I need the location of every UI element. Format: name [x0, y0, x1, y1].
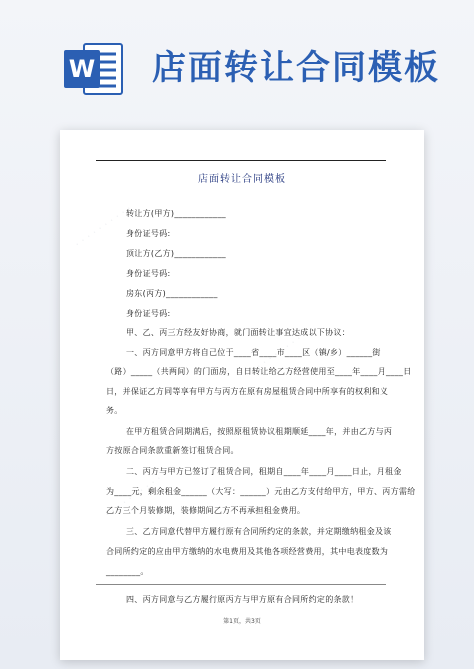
transferor-id-line: 身份证号码: — [126, 229, 171, 238]
banner-title: 店面转让合同模板 — [152, 48, 440, 88]
landlord-id-line: 身份证号码: — [126, 309, 171, 318]
paragraph-line: 在甲方租赁合同期满后，按照原租赁协议租期顺延____年，并由乙方与丙 — [126, 427, 393, 436]
transferee-line: 顶让方(乙方)____________ — [126, 249, 226, 258]
paragraph-line: 为____元，剩余租金______（大写：______）元由乙方支付给甲方，甲方、丙方需给 — [106, 487, 416, 496]
paragraph-line: 三、乙方同意代替甲方履行原有合同所约定的条款，并定期缴纳租金及该 — [126, 527, 392, 536]
paragraph-line: 方按原合同条款重新签订租赁合同。 — [106, 446, 239, 455]
page-number: 第1页，共3页 — [223, 618, 261, 625]
paragraph-line: 甲、乙、丙三方经友好协商，就门面转让事宜达成以下协议： — [126, 328, 351, 337]
svg-text:W: W — [68, 55, 96, 83]
landlord-line: 房东(丙方)____________ — [126, 289, 218, 298]
paragraph-line: 乙方三个月装修期，装修期间乙方不再承担租金费用。 — [106, 506, 306, 515]
paragraph-line: 一、丙方同意甲方将自己位于____省____市____区（镇/乡）______街 — [126, 348, 381, 357]
paragraph-line: 合同所约定的应由甲方缴纳的水电费用及其他各项经营费用，其中电表度数为 — [106, 547, 389, 556]
watermark: · · · · · · · · · · — [102, 472, 165, 521]
paragraph-line: 二、丙方与甲方已签订了租赁合同，租期自____年____月____日止，月租金 — [126, 467, 402, 476]
word-document-icon — [62, 38, 126, 100]
paragraph-line: 日，并保证乙方同等享有甲方与丙方在原有房屋租赁合同中所享有的权利和义 — [106, 387, 389, 396]
paragraph-line: 四、丙方同意与乙方履行原丙方与甲方原有合同所约定的条款！ — [126, 595, 359, 604]
paragraph-line: （路）_____（共两间）的门面房，自日转让给乙方经营使用至____年____月____日 — [106, 367, 412, 376]
header-rule — [96, 160, 386, 161]
paragraph-line: ________。 — [106, 567, 149, 576]
paragraph-line: 务。 — [106, 406, 123, 415]
watermark: · · · · · · · · · · — [242, 332, 305, 381]
watermark: · · · · · · · · · · — [72, 202, 135, 251]
transferor-line: 转让方(甲方)____________ — [126, 209, 226, 218]
footer-rule — [96, 584, 386, 585]
document-title: 店面转让合同模板 — [198, 174, 286, 185]
transferee-id-line: 身份证号码: — [126, 269, 171, 278]
document-page — [60, 130, 424, 660]
